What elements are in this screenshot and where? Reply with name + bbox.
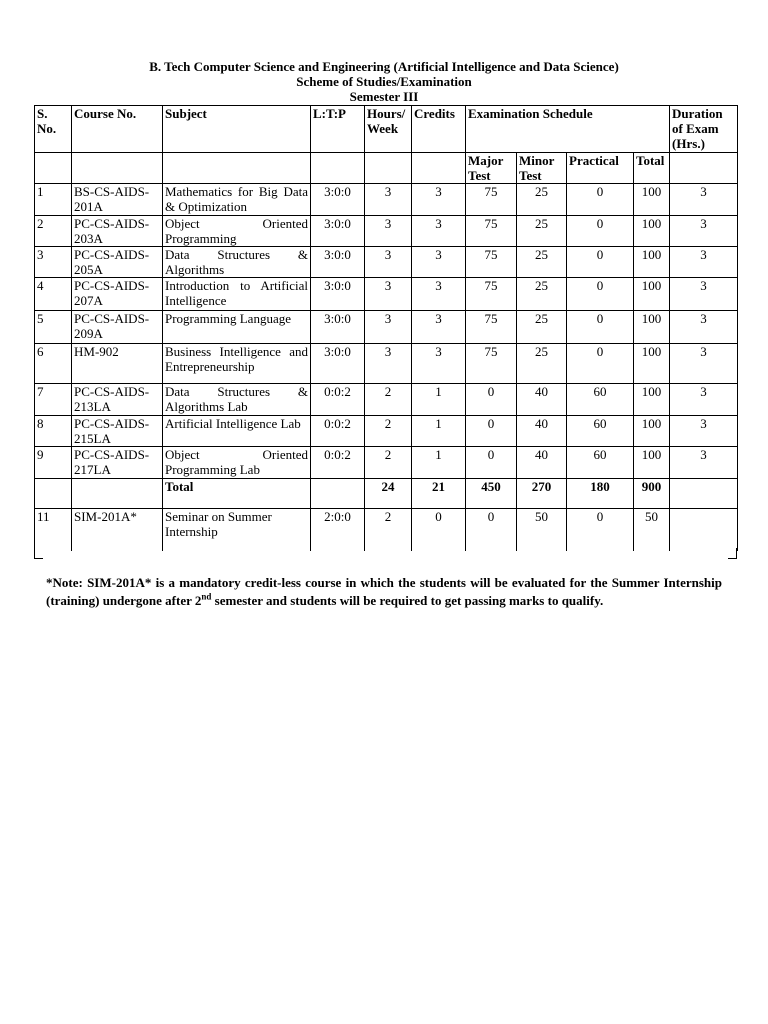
document-title [34,59,734,75]
row-ltp: 0:0:2 [311,416,365,447]
row-sno: 8 [35,416,72,447]
row-subject: Business Intelligence and Entrepreneurship [163,344,311,384]
note-text-before: *Note: SIM-201A* is a mandatory credit-less course in which the students will be evaluated for the Summer Internship (training) undergone after 2 [46,575,722,608]
empty-cell [670,509,738,551]
row-subject: Artificial Intelligence Lab [163,416,311,447]
row-minor: 25 [517,344,567,384]
row-ltp: 3:0:0 [311,344,365,384]
row-minor: 25 [517,247,567,278]
header-total: Total [634,153,670,184]
document-subtitle: Scheme of Studies/Examination [296,74,472,89]
row-duration: 3 [670,278,738,311]
row-practical: 0 [567,247,634,278]
row-total: 100 [634,184,670,216]
row-subject: Programming Language [163,311,311,344]
total-minor: 270 [517,479,567,509]
course-row [35,247,738,278]
row-hours: 3 [365,311,412,344]
total-credits: 21 [412,479,466,509]
subheader-row [35,153,738,184]
row-sno: 4 [35,278,72,311]
header-course-no: Course No. [72,106,163,153]
row-course-no: PC-CS-AIDS-217LA [72,447,163,479]
row-ltp: 0:0:2 [311,384,365,416]
row-course-no: PC-CS-AIDS-215LA [72,416,163,447]
row-practical: 0 [567,216,634,247]
empty-cell [72,153,163,184]
semester-heading: Semester III [349,89,419,104]
empty-cell [670,479,738,509]
seminar-subject: Seminar on Summer Internship [163,509,311,551]
row-duration: 3 [670,311,738,344]
row-ltp: 3:0:0 [311,184,365,216]
row-sno: 5 [35,311,72,344]
seminar-major: 0 [466,509,517,551]
row-ltp: 0:0:2 [311,447,365,479]
row-minor: 25 [517,278,567,311]
seminar-course: SIM-201A* [72,509,163,551]
empty-cell [365,153,412,184]
row-course-no: PC-CS-AIDS-203A [72,216,163,247]
seminar-ltp: 2:0:0 [311,509,365,551]
row-major: 75 [466,344,517,384]
row-major: 0 [466,416,517,447]
row-ltp: 3:0:0 [311,216,365,247]
row-credits: 1 [412,447,466,479]
row-practical: 60 [567,384,634,416]
row-duration: 3 [670,216,738,247]
row-subject: Data Structures & Algorithms [163,247,311,278]
row-ltp: 3:0:0 [311,278,365,311]
row-course-no: PC-CS-AIDS-213LA [72,384,163,416]
row-hours: 2 [365,384,412,416]
seminar-hours: 2 [365,509,412,551]
row-hours: 3 [365,247,412,278]
row-credits: 1 [412,384,466,416]
row-subject: Data Structures & Algorithms Lab [163,384,311,416]
row-practical: 60 [567,447,634,479]
row-course-no: PC-CS-AIDS-209A [72,311,163,344]
row-sno: 6 [35,344,72,384]
row-duration: 3 [670,247,738,278]
header-practical: Practical [567,153,634,184]
seminar-minor: 50 [517,509,567,551]
row-major: 0 [466,447,517,479]
row-minor: 25 [517,184,567,216]
row-major: 75 [466,184,517,216]
row-ltp: 3:0:0 [311,311,365,344]
course-row [35,311,738,344]
total-hours: 24 [365,479,412,509]
header-duration: Duration of Exam (Hrs.) [670,106,738,153]
row-hours: 2 [365,416,412,447]
row-major: 75 [466,278,517,311]
total-practical: 180 [567,479,634,509]
row-total: 100 [634,344,670,384]
row-total: 100 [634,278,670,311]
row-credits: 3 [412,344,466,384]
course-row [35,447,738,479]
row-credits: 3 [412,311,466,344]
row-hours: 3 [365,216,412,247]
row-hours: 2 [365,447,412,479]
header-subject: Subject [163,106,311,153]
row-hours: 3 [365,344,412,384]
empty-cell [412,153,466,184]
row-total: 100 [634,416,670,447]
header-exam-schedule: Examination Schedule [466,106,670,153]
row-duration: 3 [670,384,738,416]
seminar-row [35,509,738,551]
row-practical: 60 [567,416,634,447]
row-total: 100 [634,447,670,479]
seminar-sno: 11 [35,509,72,551]
row-total: 100 [634,311,670,344]
course-row [35,384,738,416]
total-total: 900 [634,479,670,509]
row-hours: 3 [365,184,412,216]
empty-cell [163,153,311,184]
row-ltp: 3:0:0 [311,247,365,278]
row-practical: 0 [567,184,634,216]
row-total: 100 [634,247,670,278]
header-ltp: L:T:P [311,106,365,153]
row-total: 100 [634,384,670,416]
row-duration: 3 [670,416,738,447]
empty-cell [35,153,72,184]
row-sno: 7 [35,384,72,416]
row-hours: 3 [365,278,412,311]
title-main: B. Tech Computer Science and Engineering [149,59,391,74]
total-row [35,479,738,509]
row-subject: Mathematics for Big Data & Optimization [163,184,311,216]
row-minor: 40 [517,384,567,416]
total-label: Total [163,479,311,509]
row-duration: 3 [670,344,738,384]
table-corner-right [728,548,737,559]
row-course-no: PC-CS-AIDS-205A [72,247,163,278]
header-row [35,106,738,153]
row-subject: Introduction to Artificial Intelligence [163,278,311,311]
course-row [35,184,738,216]
row-sno: 2 [35,216,72,247]
header-credits: Credits [412,106,466,153]
empty-cell [311,153,365,184]
row-major: 75 [466,311,517,344]
total-major: 450 [466,479,517,509]
seminar-credits: 0 [412,509,466,551]
row-credits: 1 [412,416,466,447]
row-minor: 40 [517,447,567,479]
row-course-no: HM-902 [72,344,163,384]
row-practical: 0 [567,311,634,344]
row-sno: 1 [35,184,72,216]
row-major: 0 [466,384,517,416]
row-credits: 3 [412,278,466,311]
row-minor: 25 [517,216,567,247]
row-practical: 0 [567,278,634,311]
row-course-no: BS-CS-AIDS-201A [72,184,163,216]
row-subject: Object Oriented Programming [163,216,311,247]
header-major-test: Major Test [466,153,517,184]
empty-cell [311,479,365,509]
header-hours: Hours/ Week [365,106,412,153]
course-row [35,278,738,311]
empty-cell [72,479,163,509]
scheme-table [34,105,738,551]
row-credits: 3 [412,184,466,216]
seminar-total: 50 [634,509,670,551]
row-course-no: PC-CS-AIDS-207A [72,278,163,311]
course-row [35,216,738,247]
table-corner-left [34,548,43,559]
row-major: 75 [466,247,517,278]
empty-cell [35,479,72,509]
header-minor-test: Minor Test [517,153,567,184]
seminar-practical: 0 [567,509,634,551]
footnote [46,574,722,610]
row-duration: 3 [670,184,738,216]
row-practical: 0 [567,344,634,384]
row-sno: 3 [35,247,72,278]
row-credits: 3 [412,216,466,247]
row-sno: 9 [35,447,72,479]
row-duration: 3 [670,447,738,479]
note-text-after: semester and students will be required to get passing marks to qualify. [211,593,604,608]
row-minor: 40 [517,416,567,447]
row-credits: 3 [412,247,466,278]
note-superscript: nd [201,591,212,602]
course-row [35,344,738,384]
row-major: 75 [466,216,517,247]
row-minor: 25 [517,311,567,344]
header-sno: S. No. [35,106,72,153]
title-paren: (Artificial Intelligence and Data Science) [393,59,619,74]
empty-cell [670,153,738,184]
row-subject: Object Oriented Programming Lab [163,447,311,479]
row-total: 100 [634,216,670,247]
course-row [35,416,738,447]
